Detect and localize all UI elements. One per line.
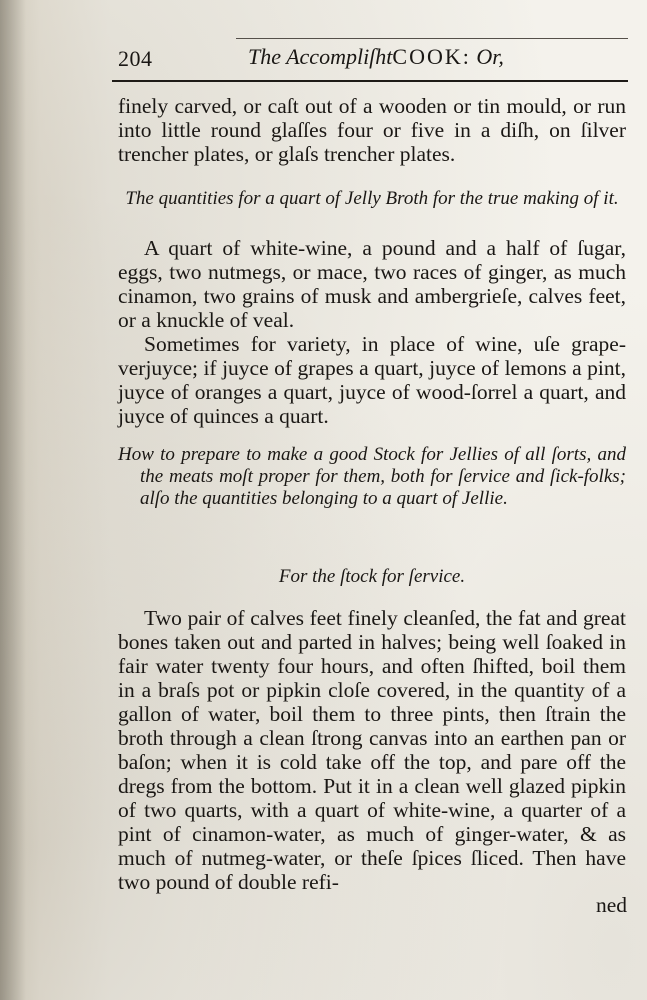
continuation-text: finely carved, or caſt out of a wooden or tin mould, or run into little round glaſſes four or five in a diſh, on ſilver trencher plates, or glaſs trencher plates. [118, 94, 626, 166]
page-number: 204 [118, 46, 153, 71]
catchword: ned [596, 893, 628, 917]
section-heading-stock: How to prepare to make a good Stock for Jellies of all ſorts, and the meats moſt proper for them, both for ſervice and ſick-folks; alſo the quantities belonging to a quart of Jellie. [118, 444, 626, 509]
running-head [118, 42, 628, 78]
spine-shadow [0, 0, 26, 1000]
running-title-caps: COOK: [392, 44, 471, 69]
stock-text: Two pair of calves feet finely cleanſed, the fat and great bones taken out and parted in halves; being well ſoaked in fair water twenty four hours, and often ſhifted, boil them in a braſs pot or pipkin cloſe covered, in the quantity of a gallon of water, boil them to three pints, then ſtrain the broth through a clean ſtrong canvas into an earthen pan or baſon; when it is cold take off the top, and pare off the dregs from the bottom. Put it in a clean well glazed pipkin of two quarts, with a quart of white-wine, a quarter of a pint of cinamon-water, as much of ginger-water, & as much of nutmeg-water, or theſe ſpices ſliced. Then have two pound of double refi- [118, 606, 626, 894]
subheading-stock-for-service: For the ſtock for ſervice. [278, 566, 466, 587]
section-heading-jelly-broth: The quantities for a quart of Jelly Broth for the true making of it. [125, 188, 619, 209]
header-rule [112, 80, 628, 82]
section1-body [118, 236, 626, 428]
stock-paragraph [118, 606, 626, 894]
running-title-end: Or, [476, 44, 504, 69]
variety-paragraph: Sometimes for variety, in place of wine, uſe grape-verjuyce; if juyce of grapes a quart, juyce of lemons a pint, juyce of oranges a quart, juyce of wood-ſorrel a quart, and juyce of quinces a quart. [118, 332, 626, 428]
running-title-italic: The Accompliſht [248, 44, 393, 69]
header-rule-top [236, 38, 628, 39]
ingredients-paragraph: A quart of white-wine, a pound and a half of ſugar, eggs, two nutmegs, or mace, two races of ginger, as much cinamon, two grains of musk and ambergrieſe, calves feet, or a knuckle of veal. [118, 236, 626, 332]
running-title [248, 44, 504, 70]
continuation-paragraph [118, 94, 626, 166]
